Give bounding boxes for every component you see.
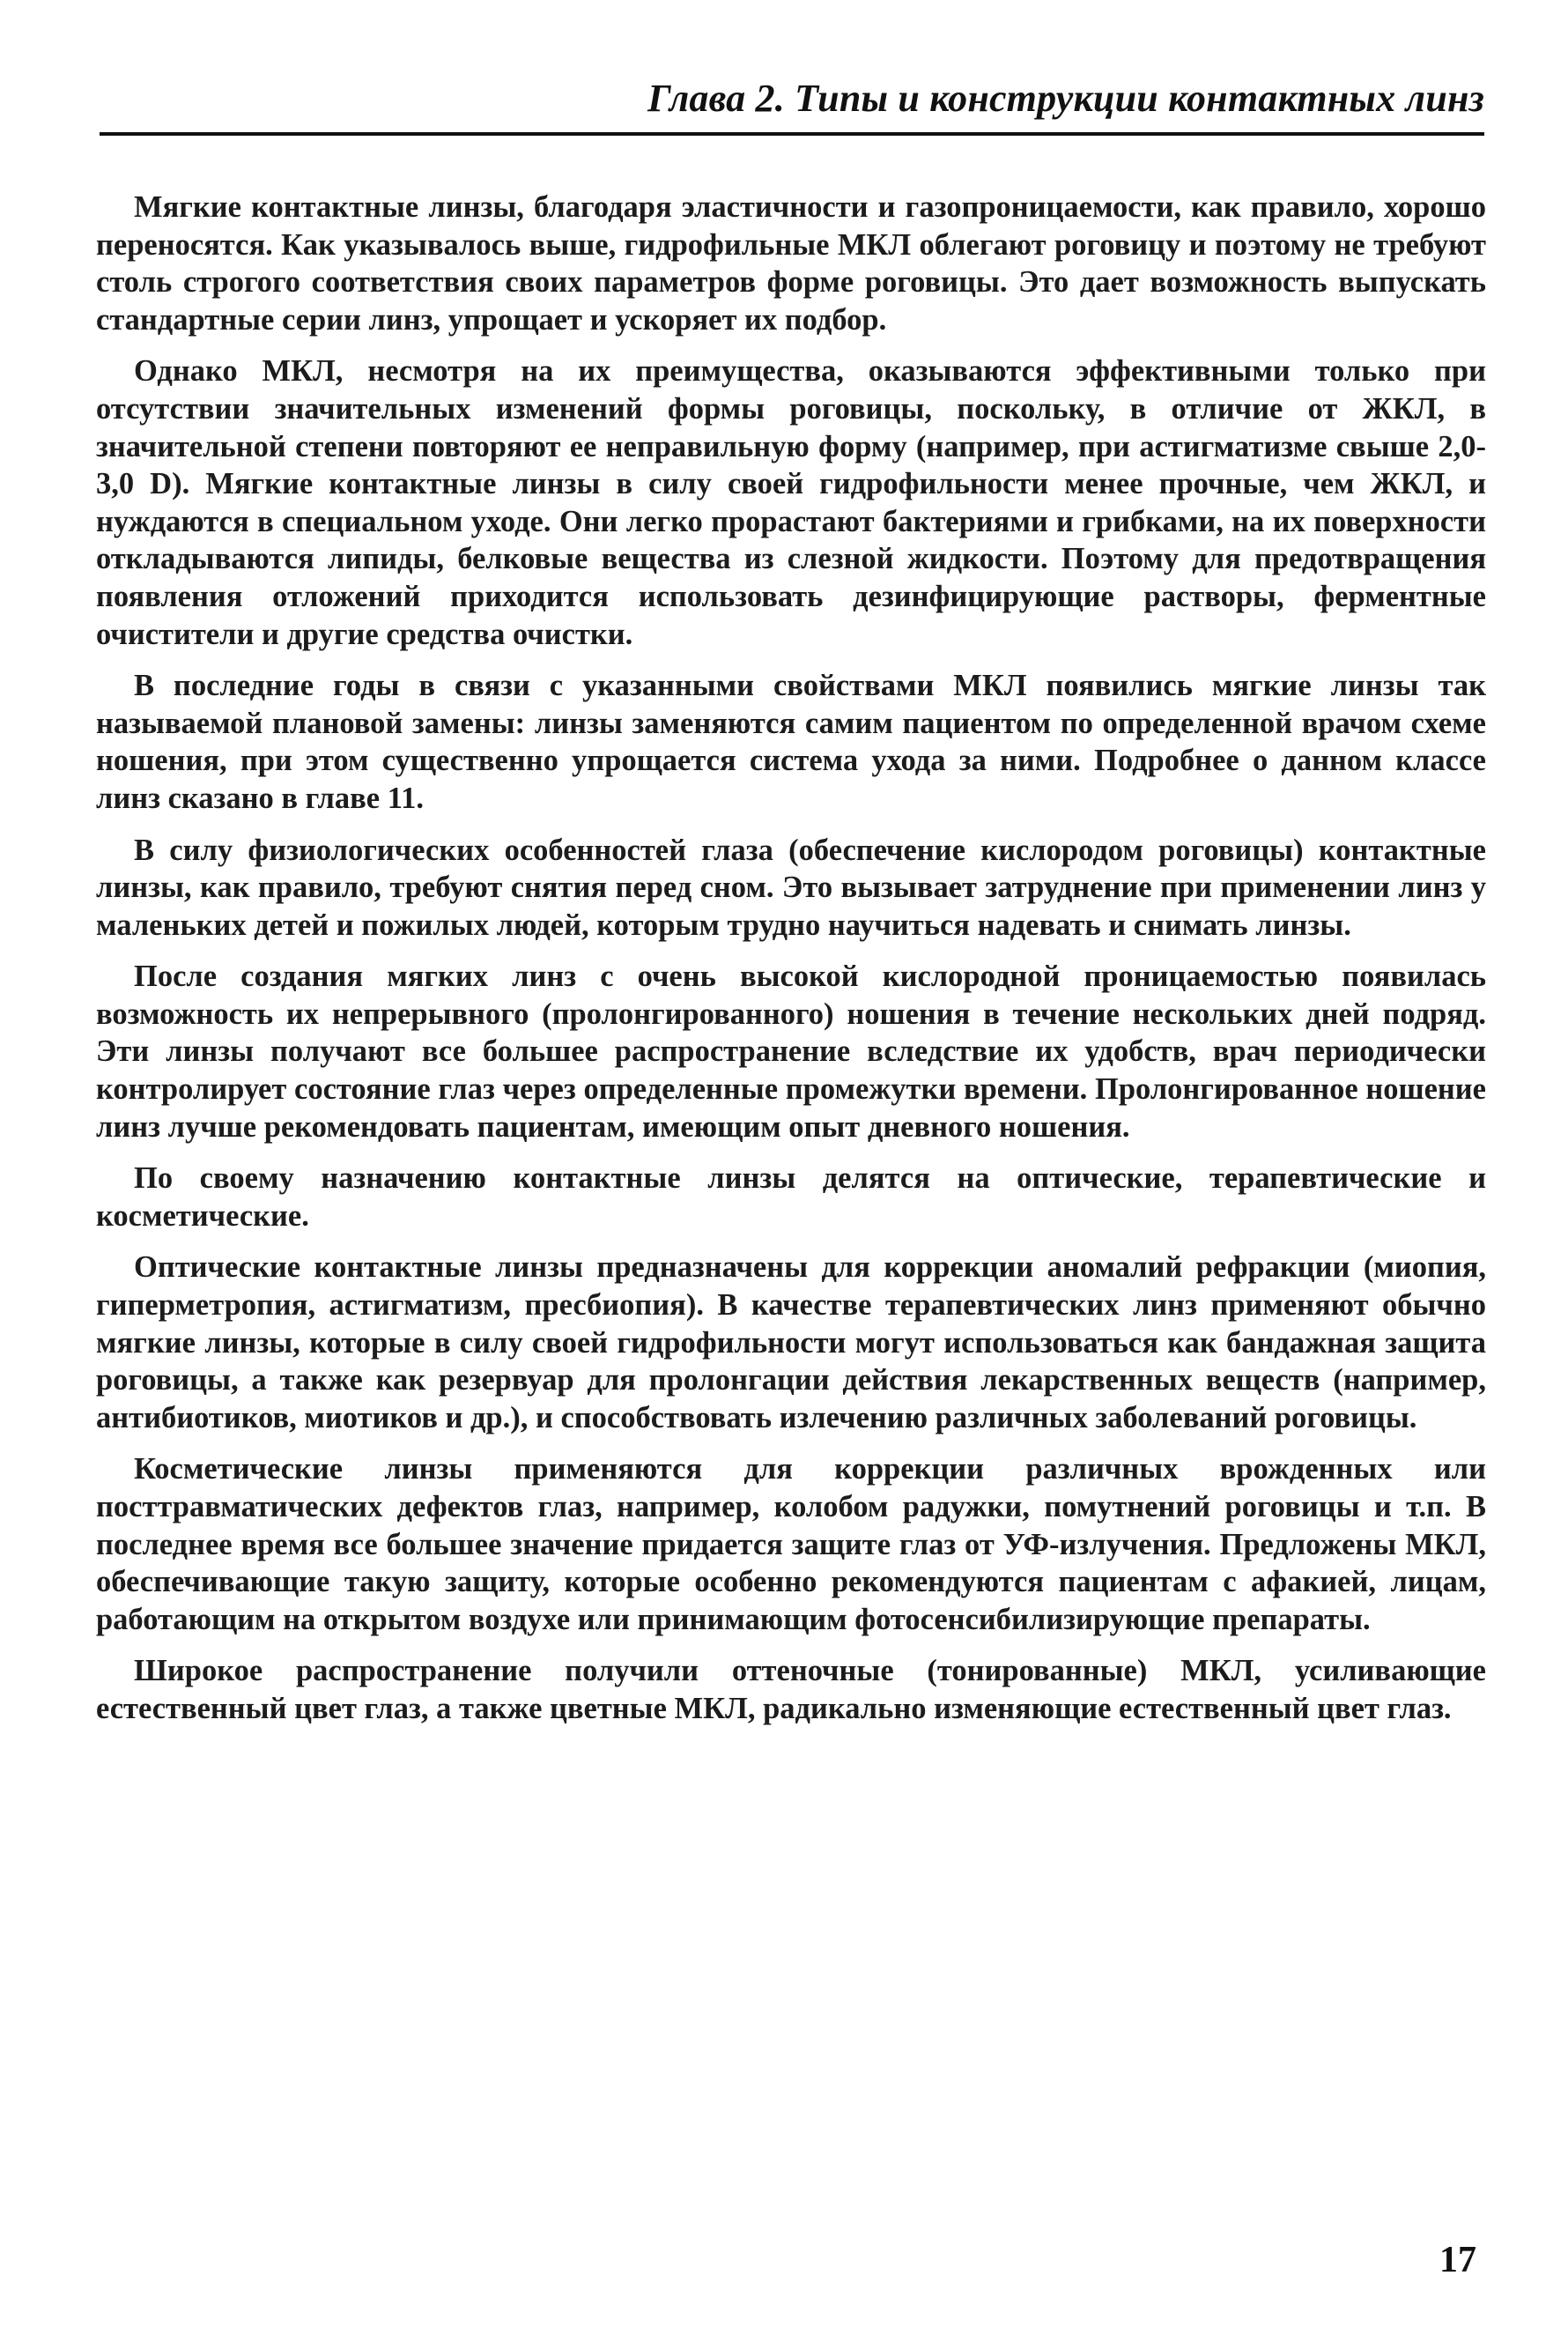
paragraph: В силу физиологических особенностей глаза (обеспечение кислородом роговицы) контактные линзы, как правило, требуют снятия перед сном. Это вызывает затруднение при применении линз у маленьких детей и пожилых людей, которым трудно научиться надевать и снимать линзы.: [96, 833, 1486, 942]
header-divider: [100, 132, 1484, 136]
paragraph: Широкое распространение получили оттеночные (тонированные) МКЛ, усиливающие естественный цвет глаз, а также цветные МКЛ, радикально изменяющие естественный цвет глаз.: [96, 1654, 1486, 1725]
paragraph: Мягкие контактные линзы, благодаря эластичности и газопроницаемости, как правило, хорошо переносятся. Как указывалось выше, гидрофильные МКЛ облегают роговицу и поэтому не требуют столь строгого соответствия своих параметров форме роговицы. Это дает возможность выпускать стандартные серии линз, упрощает и ускоряет их подбор.: [96, 190, 1486, 337]
paragraph: После создания мягких линз с очень высокой кислородной проницаемостью появилась возможность их непрерывного (пролонгированного) ношения в течение нескольких дней подряд. Эти линзы получают все большее распространение вследствие их удобств, врач периодически контролирует состояние глаз через определенные промежутки времени. Пролонгированное ношение линз лучше рекомендовать пациентам, имеющим опыт дневного ношения.: [96, 960, 1486, 1144]
body-text: [96, 189, 1486, 1742]
paragraph: Однако МКЛ, несмотря на их преимущества, оказываются эффективными только при отсутствии значительных изменений формы роговицы, поскольку, в отличие от ЖКЛ, в значительной степени повторяют ее неправильную форму (например, при астигматизме свыше 2,0-3,0 D). Мягкие контактные линзы в силу своей гидрофильности менее прочные, чем ЖКЛ, и нуждаются в специальном уходе. Они легко прорастают бактериями и грибками, на их поверхности откладываются липиды, белковые вещества из слезной жидкости. Поэтому для предотвращения появления отложений приходится использовать дезинфицирующие растворы, ферментные очистители и другие средства очистки.: [96, 354, 1486, 651]
running-header: Глава 2. Типы и конструкции контактных линз: [647, 77, 1484, 120]
paragraph: По своему назначению контактные линзы делятся на оптические, терапевтические и косметические.: [96, 1161, 1486, 1233]
paragraph: Оптические контактные линзы предназначены для коррекции аномалий рефракции (миопия, гиперметропия, астигматизм, пресбиопия). В качестве терапевтических линз применяют обычно мягкие линзы, которые в силу своей гидрофильности могут использоваться как бандажная защита роговицы, а также как резервуар для пролонгации действия лекарственных веществ (например, антибиотиков, миотиков и др.), и способствовать излечению различных заболеваний роговицы.: [96, 1250, 1486, 1434]
paragraph: Косметические линзы применяются для коррекции различных врожденных или посттравматических дефектов глаз, например, колобом радужки, помутнений роговицы и т.п. В последнее время все большее значение придается защите глаз от УФ-излучения. Предложены МКЛ, обеспечивающие такую защиту, которые особенно рекомендуются пациентам с афакией, лицам, работающим на открытом воздухе или принимающим фотосенсибилизирующие препараты.: [96, 1452, 1486, 1636]
page-number: 17: [1439, 2240, 1476, 2280]
paragraph: В последние годы в связи с указанными свойствами МКЛ появились мягкие линзы так называемой плановой замены: линзы заменяются самим пациентом по определенной врачом схеме ношения, при этом существенно упрощается система ухода за ними. Подробнее о данном классе линз сказано в главе 11.: [96, 669, 1486, 815]
